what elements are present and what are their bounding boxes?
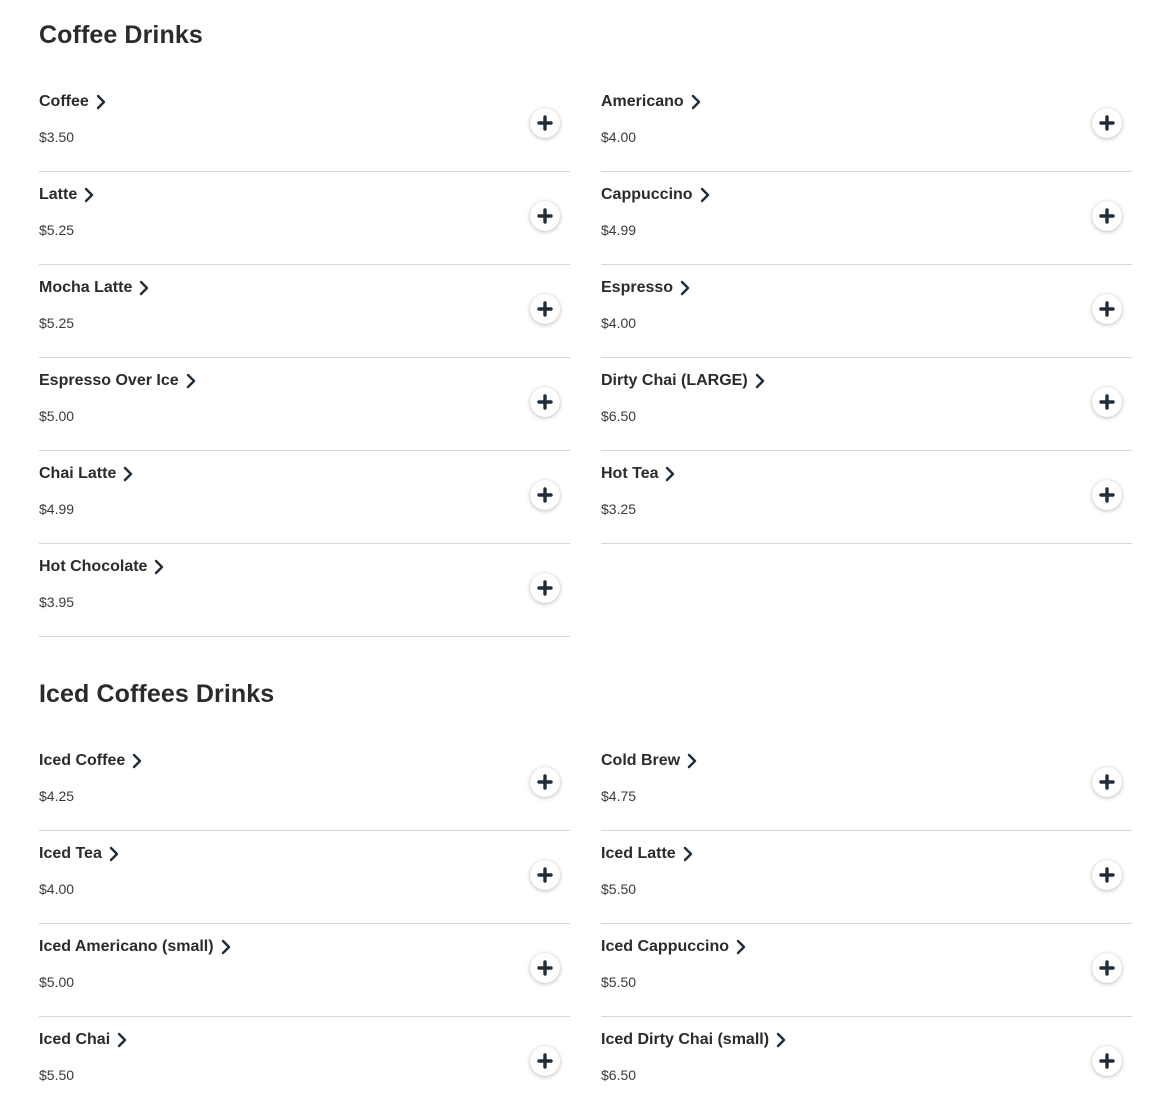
menu-item-name: Espresso Over Ice	[39, 372, 179, 389]
menu-item-price: $4.75	[601, 788, 637, 804]
chevron-right-icon	[754, 373, 766, 389]
plus-icon	[537, 208, 553, 224]
chevron-right-icon	[122, 466, 134, 482]
plus-icon	[1099, 867, 1115, 883]
menu-item-name: Coffee	[39, 93, 89, 110]
chevron-right-icon	[138, 280, 150, 296]
menu-item[interactable]	[601, 172, 1132, 265]
menu-item[interactable]	[39, 924, 570, 1017]
chevron-right-icon	[679, 280, 691, 296]
plus-icon	[1099, 487, 1115, 503]
chevron-right-icon	[690, 94, 702, 110]
add-to-cart-button[interactable]	[530, 573, 560, 603]
menu-item-price: $4.99	[601, 222, 637, 238]
menu-item-name: Iced Tea	[39, 845, 102, 862]
menu-item-name: Hot Tea	[601, 465, 659, 482]
plus-icon	[1099, 208, 1115, 224]
menu-item-price: $6.50	[601, 408, 637, 424]
plus-icon	[1099, 1053, 1115, 1069]
menu-item-name: Mocha Latte	[39, 279, 133, 296]
menu-item-name: Americano	[601, 93, 684, 110]
chevron-right-icon	[95, 94, 107, 110]
menu-item-name: Cappuccino	[601, 186, 693, 203]
menu-item-price: $4.99	[39, 501, 75, 517]
menu-item-price: $6.50	[601, 1067, 637, 1083]
menu-item[interactable]	[39, 172, 570, 265]
plus-icon	[537, 301, 553, 317]
menu-item-price: $4.00	[601, 315, 637, 331]
plus-icon	[537, 960, 553, 976]
menu-item[interactable]	[601, 1017, 1132, 1098]
add-to-cart-button[interactable]	[1092, 201, 1122, 231]
add-to-cart-button[interactable]	[1092, 480, 1122, 510]
menu-item-price: $5.25	[39, 222, 75, 238]
menu-item-price: $5.25	[39, 315, 75, 331]
menu-item[interactable]	[39, 79, 570, 172]
plus-icon	[537, 867, 553, 883]
chevron-right-icon	[699, 187, 711, 203]
add-to-cart-button[interactable]	[1092, 860, 1122, 890]
menu-item-name: Iced Coffee	[39, 752, 126, 769]
menu-item-price: $5.50	[601, 974, 637, 990]
add-to-cart-button[interactable]	[530, 294, 560, 324]
menu-item-name: Chai Latte	[39, 465, 117, 482]
add-to-cart-button[interactable]	[1092, 294, 1122, 324]
plus-icon	[1099, 960, 1115, 976]
menu-item-name: Dirty Chai (LARGE)	[601, 372, 748, 389]
chevron-right-icon	[185, 373, 197, 389]
add-to-cart-button[interactable]	[530, 953, 560, 983]
add-to-cart-button[interactable]	[530, 387, 560, 417]
add-to-cart-button[interactable]	[530, 480, 560, 510]
chevron-right-icon	[686, 753, 698, 769]
chevron-right-icon	[131, 753, 143, 769]
plus-icon	[537, 1053, 553, 1069]
menu-item-name: Iced Latte	[601, 845, 676, 862]
plus-icon	[537, 774, 553, 790]
chevron-right-icon	[220, 939, 232, 955]
add-to-cart-button[interactable]	[530, 108, 560, 138]
add-to-cart-button[interactable]	[530, 767, 560, 797]
plus-icon	[1099, 115, 1115, 131]
add-to-cart-button[interactable]	[530, 201, 560, 231]
menu-item-name: Iced Chai	[39, 1031, 111, 1048]
menu-item[interactable]	[39, 358, 570, 451]
menu-item-price: $4.00	[601, 129, 637, 145]
plus-icon	[537, 487, 553, 503]
plus-icon	[1099, 394, 1115, 410]
menu-item[interactable]	[39, 265, 570, 358]
menu-item-name: Latte	[39, 186, 78, 203]
menu-item-price: $5.00	[39, 408, 75, 424]
section-title: Coffee Drinks	[39, 21, 203, 49]
menu-item[interactable]	[601, 79, 1132, 172]
menu-item-price: $4.00	[39, 881, 75, 897]
menu-item-name: Iced Americano (small)	[39, 938, 214, 955]
menu-item[interactable]	[39, 451, 570, 544]
menu-item-price: $5.50	[39, 1067, 75, 1083]
menu-item[interactable]	[39, 544, 570, 637]
section-title: Iced Coffees Drinks	[39, 680, 275, 708]
chevron-right-icon	[775, 1032, 787, 1048]
add-to-cart-button[interactable]	[1092, 953, 1122, 983]
plus-icon	[537, 580, 553, 596]
plus-icon	[537, 115, 553, 131]
chevron-right-icon	[108, 846, 120, 862]
add-to-cart-button[interactable]	[530, 1046, 560, 1076]
menu-item-price: $3.25	[601, 501, 637, 517]
add-to-cart-button[interactable]	[1092, 387, 1122, 417]
add-to-cart-button[interactable]	[1092, 1046, 1122, 1076]
menu-item[interactable]	[39, 738, 570, 831]
menu-item[interactable]	[601, 358, 1132, 451]
chevron-right-icon	[83, 187, 95, 203]
add-to-cart-button[interactable]	[1092, 108, 1122, 138]
menu-item[interactable]	[601, 265, 1132, 358]
menu-item-name: Hot Chocolate	[39, 558, 148, 575]
menu-item-price: $5.00	[39, 974, 75, 990]
menu-item-price: $4.25	[39, 788, 75, 804]
menu-item[interactable]	[601, 738, 1132, 831]
add-to-cart-button[interactable]	[530, 860, 560, 890]
menu-item-name: Iced Dirty Chai (small)	[601, 1031, 770, 1048]
plus-icon	[1099, 774, 1115, 790]
add-to-cart-button[interactable]	[1092, 767, 1122, 797]
chevron-right-icon	[735, 939, 747, 955]
menu-item-name: Cold Brew	[601, 752, 681, 769]
menu-item-price: $3.50	[39, 129, 75, 145]
chevron-right-icon	[682, 846, 694, 862]
menu-item[interactable]	[601, 924, 1132, 1017]
chevron-right-icon	[116, 1032, 128, 1048]
menu-item-price: $5.50	[601, 881, 637, 897]
menu-item[interactable]	[601, 831, 1132, 924]
menu-item-price: $3.95	[39, 594, 75, 610]
menu-item[interactable]	[601, 451, 1132, 544]
menu-item[interactable]	[39, 1017, 570, 1098]
plus-icon	[537, 394, 553, 410]
menu-item[interactable]	[39, 831, 570, 924]
menu-item-name: Espresso	[601, 279, 674, 296]
chevron-right-icon	[664, 466, 676, 482]
menu-item-name: Iced Cappuccino	[601, 938, 730, 955]
chevron-right-icon	[153, 559, 165, 575]
plus-icon	[1099, 301, 1115, 317]
